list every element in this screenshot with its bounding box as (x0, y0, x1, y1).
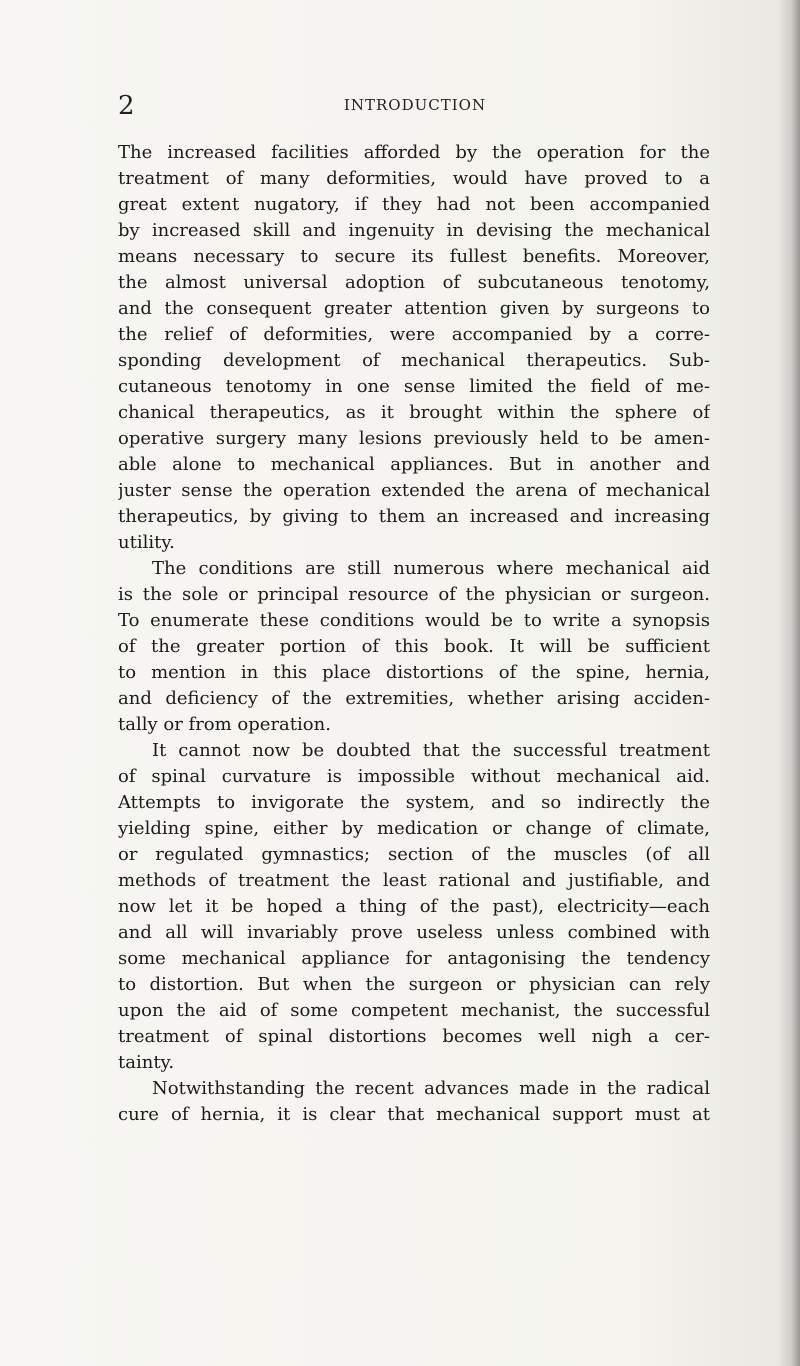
text-line: Attempts to invigorate the system, and so indirectly the (118, 792, 710, 813)
text-line: methods of treatment the least rational and justifiable, and (118, 870, 710, 891)
text-line: is the sole or principal resource of the physician or surgeon. (118, 584, 710, 605)
text-line: by increased skill and ingenuity in devising the mechanical (118, 220, 710, 241)
text-line: juster sense the operation extended the arena of mechanical (118, 480, 710, 501)
text-line: yielding spine, either by medication or change of climate, (118, 818, 710, 839)
page-edge-shadow (778, 0, 800, 1366)
text-line: to mention in this place distortions of the spine, hernia, (118, 662, 710, 683)
text-line: utility. (118, 532, 175, 553)
text-line: means necessary to secure its fullest benefits. Moreover, (118, 246, 710, 267)
text-line: now let it be hoped a thing of the past), electricity—each (118, 896, 710, 917)
text-line: treatment of spinal distortions becomes well nigh a cer- (118, 1026, 710, 1047)
text-line: operative surgery many lesions previously held to be amen- (118, 428, 710, 449)
text-line: and the consequent greater attention given by surgeons to (118, 298, 710, 319)
body-text (118, 140, 710, 1128)
text-line: the almost universal adoption of subcutaneous tenotomy, (118, 272, 710, 293)
text-line: of the greater portion of this book. It will be sufficient (118, 636, 710, 657)
text-line: To enumerate these conditions would be to write a synopsis (118, 610, 710, 631)
text-line: It cannot now be doubted that the successful treatment (152, 740, 710, 761)
text-line: treatment of many deformities, would have proved to a (118, 168, 710, 189)
text-line: The conditions are still numerous where mechanical aid (152, 558, 710, 579)
text-line: chanical therapeutics, as it brought within the sphere of (118, 402, 710, 423)
text-line: and all will invariably prove useless unless combined with (118, 922, 710, 943)
text-line: therapeutics, by giving to them an increased and increasing (118, 506, 710, 527)
text-line: of spinal curvature is impossible without mechanical aid. (118, 766, 710, 787)
text-line: tainty. (118, 1052, 175, 1073)
text-line: Notwithstanding the recent advances made in the radical (152, 1078, 710, 1099)
text-line: upon the aid of some competent mechanist, the successful (118, 1000, 710, 1021)
text-line: tally or from operation. (118, 714, 331, 735)
text-line: able alone to mechanical appliances. But in another and (118, 454, 710, 475)
text-line: The increased facilities afforded by the operation for the (118, 142, 710, 163)
text-line: or regulated gymnastics; section of the muscles (of all (118, 844, 710, 865)
text-line: and deficiency of the extremities, whether arising acciden- (118, 688, 710, 709)
text-line: the relief of deformities, were accompanied by a corre- (118, 324, 710, 345)
text-line: great extent nugatory, if they had not been accompanied (118, 194, 710, 215)
page-number: 2 (118, 91, 135, 121)
text-line: cure of hernia, it is clear that mechanical support must at (118, 1104, 710, 1125)
text-line: some mechanical appliance for antagonising the tendency (118, 948, 710, 969)
text-line: to distortion. But when the surgeon or physician can rely (118, 974, 710, 995)
running-head: INTRODUCTION (343, 96, 487, 114)
text-line: sponding development of mechanical therapeutics. Sub- (118, 350, 710, 371)
text-line: cutaneous tenotomy in one sense limited the field of me- (118, 376, 710, 397)
